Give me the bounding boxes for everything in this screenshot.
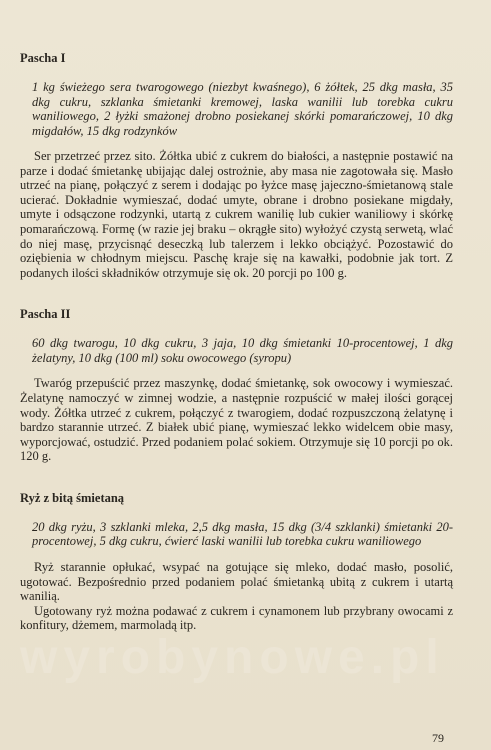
page-number: 79 — [432, 731, 444, 745]
recipe-rice-whipped-cream — [20, 490, 453, 633]
instruction-paragraph: Ugotowany ryż można podawać z cukrem i cynamonem lub przybrany owocami z konfitury, dżemem, marmoladą itp. — [20, 603, 453, 633]
recipe-title: Ryż z bitą śmietaną — [20, 490, 125, 505]
recipe-ingredients: 20 dkg ryżu, 3 szklanki mleka, 2,5 dkg masła, 15 dkg (3/4 szklanki) śmietanki 20-procentowej, 5 dkg cukru, ćwierć laski wanilii lub torebka cukru waniliowego — [32, 519, 453, 549]
recipe-pascha-2 — [20, 306, 453, 464]
recipe-ingredients: 60 dkg twarogu, 10 dkg cukru, 3 jaja, 10 dkg śmietanki 10-procentowej, 1 dkg żelatyny, 10 dkg (100 ml) soku owocowego (syropu) — [32, 336, 453, 365]
recipe-title: Pascha I — [20, 51, 66, 65]
recipe-instructions — [20, 149, 453, 280]
recipe-instructions — [20, 560, 453, 633]
recipe-ingredients: 1 kg świeżego sera twarogowego (niezbyt kwaśnego), 6 żółtek, 25 dkg masła, 35 dkg cukru, szklanka śmietanki kremowej, laska wanilii lub torebka cukru waniliowego, 2 łyżki smażonej drobno posiekanej skórki pomarańczowej, 10 dkg migdałów, 15 dkg rodzynków — [32, 80, 453, 138]
recipe-title: Pascha II — [20, 307, 71, 322]
recipe-pascha-1 — [20, 50, 453, 280]
instruction-paragraph: Twaróg przepuścić przez maszynkę, dodać śmietankę, sok owocowy i wymieszać. Żelatynę namoczyć w zimnej wodzie, a następnie rozpuścić w małej ilości gorącej wody. Żółtka utrzeć z cukrem, połączyć z twarogiem, dodać rozpuszczoną żelatynę i bardzo starannie utrzeć. Z białek ubić pianę, wymieszać lekko widelcem obie masy, wyporcjować, ostudzić. Przed podaniem polać sokiem. Otrzymuje się 10 porcji po ok. 120 g. — [20, 376, 453, 464]
instruction-paragraph: Ser przetrzeć przez sito. Żółtka ubić z cukrem do białości, a następnie postawić na parze i dodać śmietankę ubijając dalej ostrożnie, aby masa nie zagotowała się. Masło utrzeć na pianę, połączyć z serem i dodając po łyżce masę jajeczno-śmietanową stale ucierać. Dokładnie wymieszać, dodać umyte, obrane i drobno posiekane migdały, umyte i odsączone rodzynki, utartą z cukrem wanilię lub cukier waniliowy i skórkę pomarańczową. Formę (w razie jej braku – okrągłe sito) wyłożyć czystą serwetą, wlać do niej masę, przycisnąć deseczką lub talerzem i lekko obciążyć. Pozostawić do oziębienia w chłodnym miejscu. Paschę kraje się na kawałki, podobnie jak tort. Z podanych ilości składników otrzymuje się ok. 20 porcji po 100 g. — [20, 149, 453, 280]
recipe-instructions — [20, 376, 453, 464]
watermark: wyrobynowe.pl — [20, 631, 445, 684]
instruction-paragraph: Ryż starannie opłukać, wsypać na gotujące się mleko, dodać masło, posolić, ugotować. Bezpośrednio przed podaniem polać śmietanką ubitą z cukrem i utartą wanilią. — [20, 559, 453, 604]
